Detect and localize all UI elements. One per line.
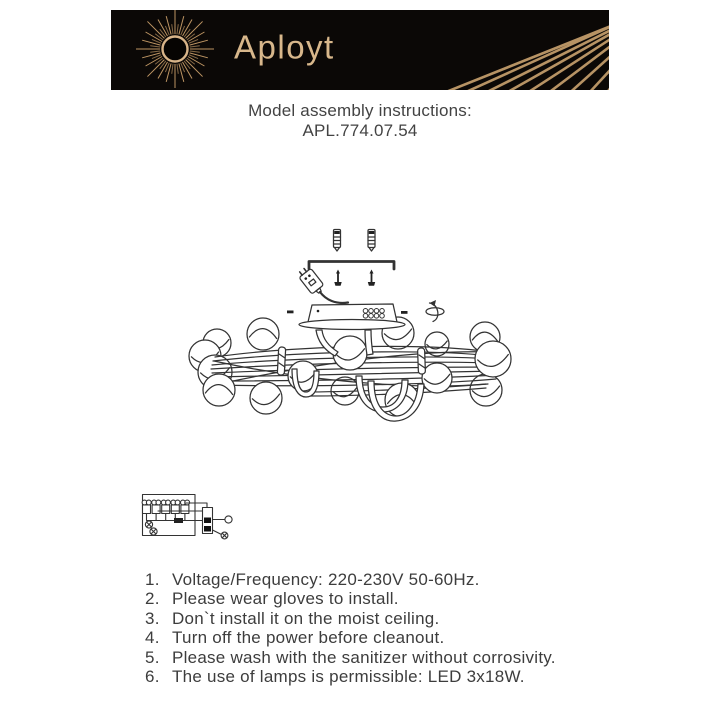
brand-wordmark: Aployt <box>234 28 335 66</box>
page-title: Model assembly instructions: <box>248 101 472 120</box>
instruction-text: Please wear gloves to install. <box>172 589 399 609</box>
instruction-item <box>145 570 556 589</box>
instruction-text: Turn off the power before cleanout. <box>172 628 445 648</box>
model-number: APL.774.07.54 <box>302 121 418 140</box>
dash-mark <box>287 311 294 314</box>
wall-anchor-icon <box>368 230 375 252</box>
screw-icon <box>368 270 375 286</box>
starburst-icon <box>136 10 214 88</box>
power-cable <box>320 292 348 303</box>
splice <box>174 518 183 523</box>
instruction-item <box>145 628 556 647</box>
canopy-base-plate <box>299 320 405 330</box>
instruction-text: Please wash with the sanitizer without corrosivity. <box>172 647 556 667</box>
box-screws <box>145 521 157 535</box>
wall-anchor-icon <box>334 230 341 252</box>
connector-block <box>203 508 213 534</box>
screw-icon <box>334 270 341 286</box>
instruction-item <box>145 667 556 686</box>
instruction-list <box>145 570 556 686</box>
rotation-arrow-icon <box>426 300 444 322</box>
instruction-item <box>145 589 556 608</box>
instruction-text: Voltage/Frequency: 220-230V 50-60Hz. <box>172 570 480 589</box>
canopy <box>299 304 405 330</box>
instruction-item <box>145 609 556 628</box>
chandelier-assembly-diagram <box>175 222 565 434</box>
ray-fan-icon <box>411 10 609 90</box>
terminal-wiring-diagram <box>136 486 244 550</box>
brand-banner <box>111 10 609 90</box>
instruction-item <box>145 648 556 667</box>
mounting-bracket <box>309 262 394 270</box>
banner-decor <box>111 10 609 90</box>
instruction-text: The use of lamps is permissible: LED 3x18W. <box>172 667 525 687</box>
dash-mark <box>401 311 408 314</box>
instruction-text: Don`t install it on the moist ceiling. <box>172 608 440 628</box>
output-leads <box>213 516 233 539</box>
starburst-ring <box>163 37 188 62</box>
